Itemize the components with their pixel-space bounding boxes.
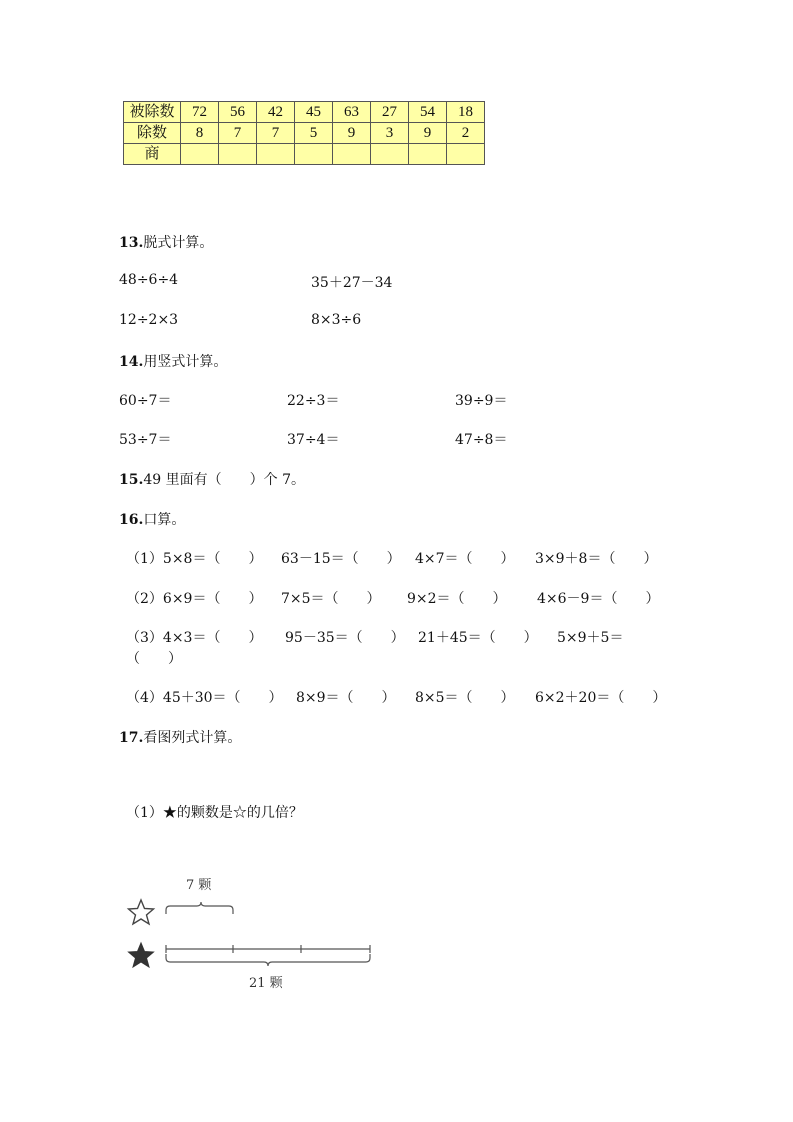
oral-item: 21＋45＝（ ）	[418, 630, 538, 646]
question-14-heading	[119, 351, 227, 371]
table-cell: 72	[181, 102, 219, 123]
expression: 60÷7＝	[119, 393, 172, 409]
question-title: 看图列式计算。	[143, 730, 242, 746]
expression: 12÷2×3	[119, 312, 179, 328]
table-row	[124, 123, 485, 144]
oral-item: （1）5×8＝（ ）	[126, 551, 263, 567]
table-cell: 9	[333, 123, 371, 144]
oral-item: 8×9＝（ ）	[296, 690, 396, 706]
question-16-heading	[119, 509, 185, 529]
bottom-brace	[166, 954, 370, 966]
expression: 8×3÷6	[311, 312, 362, 328]
outline-star-icon	[129, 900, 154, 924]
oral-item: 8×5＝（ ）	[415, 690, 515, 706]
oral-item: （4）45＋30＝（ ）	[126, 690, 283, 706]
answer-cell[interactable]	[371, 144, 409, 165]
question-number: 17.	[119, 730, 144, 746]
question-number: 13.	[119, 235, 144, 251]
row-label: 被除数	[124, 102, 181, 123]
oral-item: 5×9＋5＝	[557, 630, 624, 646]
table-cell: 18	[447, 102, 485, 123]
question-17-heading	[119, 727, 241, 747]
filled-star-icon	[129, 943, 154, 967]
answer-cell[interactable]	[181, 144, 219, 165]
oral-item: 4×7＝（ ）	[415, 551, 515, 567]
question-number: 16.	[119, 512, 144, 528]
expression: 35＋27－34	[311, 275, 393, 291]
question-title: 脱式计算。	[143, 235, 214, 251]
oral-item-wrap: （ ）	[126, 651, 182, 667]
answer-cell[interactable]	[447, 144, 485, 165]
label-bottom: 21 颗	[249, 976, 283, 991]
table-cell: 45	[295, 102, 333, 123]
table-cell: 42	[257, 102, 295, 123]
division-table	[123, 101, 485, 165]
question-15	[119, 469, 305, 489]
table-row	[124, 102, 485, 123]
table-row	[124, 144, 485, 165]
table-cell: 5	[295, 123, 333, 144]
question-title: 口算。	[143, 512, 186, 528]
expression: 48÷6÷4	[119, 272, 179, 288]
oral-item: 7×5＝（ ）	[281, 591, 381, 607]
oral-item: 9×2＝（ ）	[407, 591, 507, 607]
expression: 37÷4＝	[287, 432, 340, 448]
table-cell: 54	[409, 102, 447, 123]
question-number: 14.	[119, 354, 144, 370]
row-label: 商	[124, 144, 181, 165]
answer-cell[interactable]	[257, 144, 295, 165]
table-cell: 9	[409, 123, 447, 144]
table-cell: 3	[371, 123, 409, 144]
question-text: 49 里面有（ ）个 7。	[143, 472, 305, 488]
oral-item: 63－15＝（ ）	[281, 551, 401, 567]
expression: 39÷9＝	[455, 393, 508, 409]
star-diagram	[120, 890, 380, 972]
oral-item: （3）4×3＝（ ）	[126, 630, 263, 646]
oral-item: 4×6－9＝（ ）	[537, 591, 660, 607]
answer-cell[interactable]	[219, 144, 257, 165]
sub-question: （1）★的颗数是☆的几倍？	[126, 805, 303, 821]
table-cell: 27	[371, 102, 409, 123]
answer-cell[interactable]	[295, 144, 333, 165]
table-cell: 7	[257, 123, 295, 144]
table-cell: 2	[447, 123, 485, 144]
answer-cell[interactable]	[409, 144, 447, 165]
expression: 53÷7＝	[119, 432, 172, 448]
table-cell: 7	[219, 123, 257, 144]
question-13-heading	[119, 232, 213, 252]
oral-item: 95－35＝（ ）	[285, 630, 405, 646]
row-label: 除数	[124, 123, 181, 144]
expression: 47÷8＝	[455, 432, 508, 448]
label-top: 7 颗	[186, 878, 212, 893]
table-cell: 8	[181, 123, 219, 144]
top-brace	[166, 902, 233, 914]
answer-cell[interactable]	[333, 144, 371, 165]
oral-item: 3×9＋8＝（ ）	[535, 551, 658, 567]
question-number: 15.	[119, 472, 144, 488]
question-title: 用竖式计算。	[143, 354, 228, 370]
oral-item: （2）6×9＝（ ）	[126, 591, 263, 607]
oral-item: 6×2＋20＝（ ）	[535, 690, 667, 706]
table-cell: 56	[219, 102, 257, 123]
expression: 22÷3＝	[287, 393, 340, 409]
table-cell: 63	[333, 102, 371, 123]
segment-line	[166, 945, 370, 953]
